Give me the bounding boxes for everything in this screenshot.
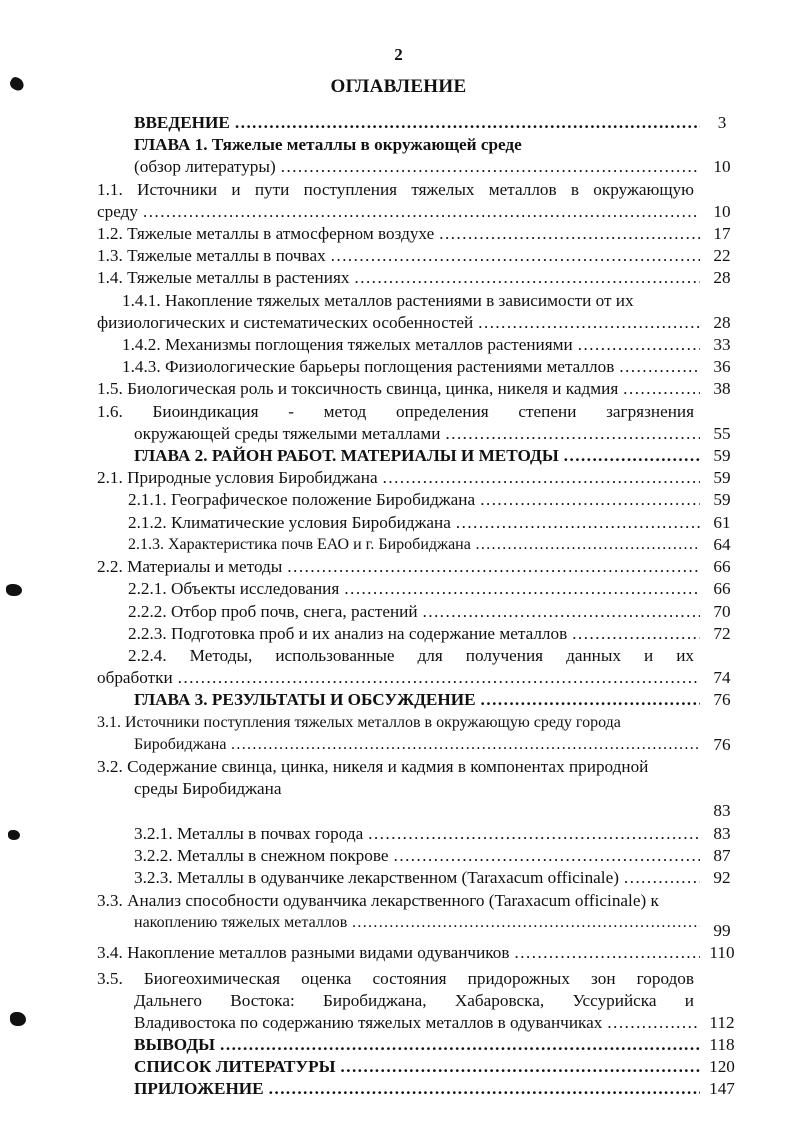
toc-entry-title: среду ………………………………………………………………………………………………………………………………………………………………………………: [97, 201, 700, 223]
toc-entry-page: 99: [713, 921, 731, 940]
toc-entry-title: 1.4.3. Физиологические барьеры поглощения растениями металлов ………………………………………………………………………………………………………………………………………………………………………………: [122, 356, 700, 378]
toc-entry-title: 1.4.1. Накопление тяжелых металлов растениями в зависимости от их: [122, 291, 634, 310]
toc-entry: [0, 578, 797, 602]
toc-entry: [0, 845, 797, 869]
toc-entry-page: 120: [709, 1057, 735, 1076]
toc-entry-title: 2.1.1. Географическое положение Биробиджана ………………………………………………………………………………………………………………………………………………………………………………: [128, 489, 700, 511]
toc-entry-title: 2.2. Материалы и методы ………………………………………………………………………………………………………………………………………………………………………………: [97, 556, 700, 578]
toc-entry-title: 2.1.2. Климатические условия Биробиджана ………………………………………………………………………………………………………………………………………………………………………………: [128, 512, 700, 534]
toc-entry-title: 2.2.1. Объекты исследования ………………………………………………………………………………………………………………………………………………………………………………: [128, 578, 700, 600]
toc-entry: [0, 290, 797, 314]
toc-entry: [0, 312, 797, 336]
toc-entry: [0, 667, 797, 691]
toc-entry-title: 1.2. Тяжелые металлы в атмосферном воздухе ………………………………………………………………………………………………………………………………………………………………………………: [97, 223, 700, 245]
toc-entry-title: ГЛАВА 1. Тяжелые металлы в окружающей среде: [134, 135, 522, 154]
toc-entry-title: ГЛАВА 2. РАЙОН РАБОТ. МАТЕРИАЛЫ И МЕТОДЫ ………………………………………………………………………………………………………………………………………………………………………………: [134, 445, 700, 467]
toc-entry-page: 66: [713, 579, 731, 598]
toc-entry-title: 2.2.3. Подготовка проб и их анализ на содержание металлов ………………………………………………………………………………………………………………………………………………………………………………: [128, 623, 700, 645]
toc-entry-title: 3.2.2. Металлы в снежном покрове ………………………………………………………………………………………………………………………………………………………………………………: [134, 845, 700, 867]
toc-entry: [0, 1034, 797, 1058]
toc-entry: [0, 712, 797, 736]
toc-entry-title: обработки ………………………………………………………………………………………………………………………………………………………………………………: [97, 667, 700, 689]
toc-entry-page: 147: [709, 1079, 735, 1098]
toc-entry-page: 64: [713, 535, 731, 554]
toc-entry-title: СПИСОК ЛИТЕРАТУРЫ ………………………………………………………………………………………………………………………………………………………………………………: [134, 1056, 700, 1078]
toc-entry-page: 59: [713, 468, 731, 487]
toc-entry: [0, 778, 797, 820]
toc-entry: [0, 534, 797, 558]
toc-entry-title: 1.3. Тяжелые металлы в почвах ………………………………………………………………………………………………………………………………………………………………………………: [97, 245, 700, 267]
toc-entry-page: 87: [713, 846, 731, 865]
toc-entry: [0, 601, 797, 625]
toc-entry: [0, 489, 797, 513]
toc-entry: [0, 1012, 797, 1036]
toc-entry-title: 1.1. Источники и пути поступления тяжелых металлов в окружающую: [97, 180, 694, 199]
toc-entry: [0, 942, 797, 966]
toc-entry-title: 2.1. Природные условия Биробиджана ………………………………………………………………………………………………………………………………………………………………………………: [97, 467, 700, 489]
toc-entry-page: 38: [713, 379, 731, 398]
toc-entry-title: 2.2.2. Отбор проб почв, снега, растений ………………………………………………………………………………………………………………………………………………………………………………: [128, 601, 700, 623]
toc-entry-page: 22: [713, 246, 731, 265]
toc-entry-page: 76: [713, 735, 731, 754]
toc-entry: [0, 512, 797, 536]
toc-entry-title: 3.5. Биогеохимическая оценка состояния придорожных зон городов: [97, 969, 694, 988]
toc-entry: [0, 267, 797, 291]
toc-entry-page: 28: [713, 313, 731, 332]
toc-entry: [0, 112, 797, 136]
page-number: 2: [394, 45, 403, 64]
toc-entry: [0, 134, 797, 158]
toc-entry: [0, 734, 797, 758]
toc-entry-title: Дальнего Востока: Биробиджана, Хабаровска, Уссурийска и: [134, 991, 694, 1010]
toc-entry: [0, 1056, 797, 1080]
toc-entry-page: 17: [713, 224, 731, 243]
toc-entry-page: 33: [713, 335, 731, 354]
toc-entry-title: 3.1. Источники поступления тяжелых металлов в окружающую среду города: [97, 714, 621, 731]
toc-entry: [0, 1078, 797, 1102]
toc-entry: [0, 867, 797, 891]
toc-entry-page: 10: [713, 202, 731, 221]
toc-entry-page: 83: [713, 801, 731, 820]
toc-entry-page: 59: [713, 446, 731, 465]
toc-entry: [0, 334, 797, 358]
toc-entry-page: 61: [713, 513, 731, 532]
toc-entry-page: 70: [713, 602, 731, 621]
toc-entry: [0, 968, 797, 992]
toc-entry-page: 72: [713, 624, 731, 643]
toc-entry-title: ВЫВОДЫ ………………………………………………………………………………………………………………………………………………………………………………: [134, 1034, 700, 1056]
toc-entry-page: 59: [713, 490, 731, 509]
toc-entry-page: 83: [713, 824, 731, 843]
toc-entry: [0, 467, 797, 491]
toc-entry-page: 76: [713, 690, 731, 709]
toc-entry-title: 3.2.1. Металлы в почвах города ………………………………………………………………………………………………………………………………………………………………………………: [134, 823, 700, 845]
toc-entry: [0, 823, 797, 847]
toc-entry: [0, 245, 797, 269]
toc-entry: [0, 623, 797, 647]
toc-entry: [0, 556, 797, 580]
toc-entry-title: ПРИЛОЖЕНИЕ ………………………………………………………………………………………………………………………………………………………………………………: [134, 1078, 700, 1100]
toc-entry-title: накоплению тяжелых металлов ………………………………………………………………………………………………………………………………………………………………………………: [134, 912, 700, 934]
toc-entry: [0, 156, 797, 180]
toc-entry-title: 3.2. Содержание свинца, цинка, никеля и кадмия в компонентах природной: [97, 757, 649, 776]
toc-entry: [0, 423, 797, 447]
toc-entry: [0, 401, 797, 425]
toc-entry-title: 1.4. Тяжелые металлы в растениях ………………………………………………………………………………………………………………………………………………………………………………: [97, 267, 700, 289]
toc-entry: [0, 179, 797, 203]
toc-entry-page: 74: [713, 668, 731, 687]
toc-entry-title: 2.1.3. Характеристика почв ЕАО и г. Биробиджана ………………………………………………………………………………………………………………………………………………………………………………: [128, 534, 700, 556]
toc-entry-title: 1.4.2. Механизмы поглощения тяжелых металлов растениями ………………………………………………………………………………………………………………………………………………………………………………: [122, 334, 700, 356]
toc-entry-title: окружающей среды тяжелыми металлами ………………………………………………………………………………………………………………………………………………………………………………: [134, 423, 700, 445]
toc-entry: [0, 356, 797, 380]
toc-entry-title: 1.6. Биоиндикация - метод определения степени загрязнения: [97, 402, 694, 421]
toc-entry: [0, 201, 797, 225]
toc-entry-title: 2.2.4. Методы, использованные для получения данных и их: [128, 646, 694, 665]
toc-entry-title: Биробиджана ………………………………………………………………………………………………………………………………………………………………………………: [134, 734, 700, 756]
toc-entry: [0, 645, 797, 669]
toc-entry: [0, 378, 797, 402]
toc-entry: [0, 756, 797, 780]
toc-entry-title: 3.4. Накопление металлов разными видами одуванчиков ………………………………………………………………………………………………………………………………………………………………………………: [97, 942, 700, 964]
toc-entry-title: (обзор литературы) ………………………………………………………………………………………………………………………………………………………………………………: [134, 156, 700, 178]
toc-entry: [0, 223, 797, 247]
toc-entry-title: среды Биробиджана: [134, 779, 282, 798]
toc-entry: [0, 990, 797, 1014]
page-title: ОГЛАВЛЕНИЕ: [330, 76, 467, 97]
toc-entry-page: 10: [713, 157, 731, 176]
toc-entry-title: 1.5. Биологическая роль и токсичность свинца, цинка, никеля и кадмия ………………………………………………………………………………………………………………………………………………………………………………: [97, 378, 700, 400]
toc-entry-page: 118: [709, 1035, 735, 1054]
toc-entry-title: физиологических и систематических особенностей ………………………………………………………………………………………………………………………………………………………………………………: [97, 312, 700, 334]
toc-entry-page: 28: [713, 268, 731, 287]
toc-entry-page: 112: [709, 1013, 735, 1032]
toc-entry-page: 3: [717, 113, 727, 132]
toc-entry-title: ВВЕДЕНИЕ ………………………………………………………………………………………………………………………………………………………………………………: [134, 112, 700, 134]
toc-entry: [0, 689, 797, 713]
toc-entry-page: 36: [713, 357, 731, 376]
toc-entry-title: 3.2.3. Металлы в одуванчике лекарственном (Taraxacum officinale) ………………………………………………………………………………………………………………………………………………………………………………: [134, 867, 700, 889]
toc-entry-page: 92: [713, 868, 731, 887]
toc-entry-page: 66: [713, 557, 731, 576]
toc-entry-page: 110: [709, 943, 735, 962]
toc-entry-page: 55: [713, 424, 731, 443]
toc-entry: [0, 912, 797, 940]
toc-entry: [0, 890, 797, 914]
toc-entry: [0, 445, 797, 469]
toc-entry-title: 3.3. Анализ способности одуванчика лекарственного (Taraxacum officinale) к: [97, 891, 659, 910]
toc-entry-title: Владивостока по содержанию тяжелых металлов в одуванчиках ………………………………………………………………………………………………………………………………………………………………………………: [134, 1012, 700, 1034]
toc-entry-title: ГЛАВА 3. РЕЗУЛЬТАТЫ И ОБСУЖДЕНИЕ ………………………………………………………………………………………………………………………………………………………………………………: [134, 689, 700, 711]
